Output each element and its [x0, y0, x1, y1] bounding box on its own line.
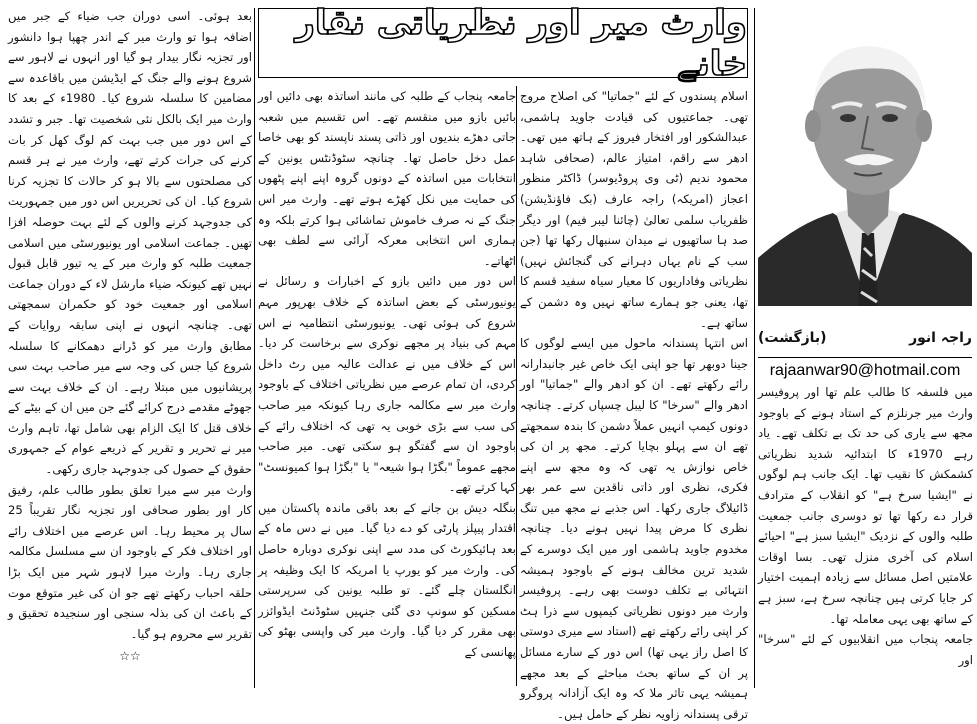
article-column-2: [520, 86, 748, 721]
paragraph: میں فلسفہ کا طالب علم تھا اور پروفیسر وارث میر جرنلزم کے استاد ہونے کے باوجود مجھ سے یاری کی حد تک بے تکلف تھے۔ یاد رہے 1970ء کا ابتدائیہ شدید نظریاتی کشمکش کا نقیب تھا۔ ایک جانب ہم لوگوں نے "ایشیا سرخ ہے" کو انقلاب کے مترادف قرار دے رکھا تھا تو دوسری جانب جمعیت طلبہ والوں کے نزدیک "ایشیا سبز ہے" احیائے اسلام کی آخری منزل تھی۔ بسا اوقات علامتیں اصل مسائل سے زیادہ اہمیت اختیار کر جایا کرتی ہیں چنانچہ سرخ ہے، سبز ہے کے ساتھ بھی یہی معاملہ تھا۔: [758, 385, 973, 626]
author-email[interactable]: rajaanwar90@hotmail.com: [769, 362, 961, 379]
paragraph: بعد ہوئی۔ اسی دوران جب ضیاء کے جبر میں اضافہ ہوا تو وارث میر کے اندر چھپا ہوا دانشور اور تجزیہ نگار بیدار ہو گیا اور انہوں نے لاہور سے شروع ہونے والے جنگ کے ایڈیشن میں باقاعدہ سے مضامین کا سلسلہ شروع کیا۔ 1980ء کے بعد کا وارث میر ایک بالکل نئی شخصیت تھا۔ جبر و تشدد کے اس دور میں جب بہت کم لوگ کھل کر بات کرنے کی جرات کرتے تھے، وارث میر نے ہر قسم کی مصلحتوں سے بالا ہو کر حالات کا تجزیہ کرنا شروع کیا۔ ان کی تحریریں اس دور میں جمہوریت کی جدوجہد کرنے والوں کے لئے بہت حوصلہ افزا تھیں۔ جماعت اسلامی اور یونیورسٹی میں اسلامی جمعیت طلبہ کو وارث میر کے یہ تیور قابل قبول نہیں تھے کیونکہ ضیاء مارشل لاء کے دوران جماعت اسلامی اور جمعیت خود کو حکمران سمجھتی تھی۔ چنانچہ انہوں نے اپنی سابقہ روایات کے مطابق وارث میر کو ڈرانے دھمکانے کا سلسلہ شروع کیا جس کی وجہ سے میر صاحب بہت سی پریشانیوں میں مبتلا رہے۔ ان کے خلاف بہت سے جھوٹے مقدمے درج کرائے گئے جن میں ان کے بیٹے کے خلاف قتل کا ایک الزام بھی شامل تھا، تاہم وارث میر نے تحریر و تقریر کے ذریعے عوام کے جمہوری حقوق کے حصول کی جدوجہد جاری رکھی۔: [8, 9, 253, 477]
paragraph: وارث میر سے میرا تعلق بطور طالب علم، رفیق کار اور بطور صحافی اور تجزیہ نگار تقریباً 25 سال پر محیط رہا۔ اس عرصے میں اختلاف رائے اور اختلاف فکر کے باوجود ان سے مسلسل مکالمہ جاری رہا۔ وارث میرا لاہور شہر میں ایک بڑا حلقہ احباب رکھتے تھے جو ان کی غیر متوقع موت کے باعث ان کی بذلہ سنجی اور سنجیدہ تحقیق و تقریر سے محروم ہو گیا۔: [8, 482, 252, 641]
column-tag: (بازگشت): [758, 329, 827, 346]
headline-box: [258, 2, 748, 84]
author-name: راجہ انور: [909, 329, 972, 346]
paragraph: اسلام پسندوں کے لئے "جماتیا" کی اصلاح مروج تھی۔ جماعتیوں کی قیادت جاوید ہاشمی، عبدالشکور اور افتخار فیروز کے ہاتھ میں تھی۔ ادھر سے راقم، امتیاز عالم، (صحافی شاہد محمود ندیم (ٹی وی پروڈیوسر) ڈاکٹر منظور اعجاز (امریکہ) راجہ عارف (بک فاؤنڈیشن) ظفریاب سلمی تعالیٰ (چائنا لیبر فیم) اور دیگر صد ہا ساتھیوں نے میدان سنبھال رکھا تھا (جن سب کے نام یہاں دہرانے کی گنجائش نہیں) نظریاتی وفاداریوں کا معیار سیاہ سفید قسم کا تھا، یعنی جو ہمارے ساتھ نہیں وہ دشمن کے ساتھ ہے۔: [520, 89, 748, 330]
paragraph: جامعہ پنجاب کے طلبہ کی مانند اساتذہ بھی دائیں اور بائیں بازو میں منقسم تھے۔ اس تقسیم میں شعبہ جاتی دھڑے بندیوں اور ذاتی پسند ناپسند کو بھی خاصا عمل دخل حاصل تھا۔ چنانچہ سٹوڈنٹس یونین کے انتخابات میں اساتذہ کے دونوں گروہ اپنے اپنے پٹھوں کی حمایت میں نکل کھڑے ہوتے تھے۔ وارث میر اس جنگ کے نہ صرف خاموش تماشائی ہوا کرتے بلکہ وہ ہماری اس انتخابی معرکہ آرائی سے لطف بھی اٹھاتے۔: [258, 89, 516, 268]
paragraph: اس انتہا پسندانہ ماحول میں ایسے لوگوں کا جینا دوبھر تھا جو اپنی ایک خاص غیر جانبدارانہ رائے رکھتے تھے۔ ان کو ادھر والے "جماتیا" اور ادھر والے "سرخا" کا لیبل چسپاں کرتے۔ چنانچہ دونوں کیمپ انہیں عملاً دشمن کا بندہ سمجھتے تھے ان سے پہلو بچایا کرتے۔ مجھ پر ان کی خاص نوازش یہ تھی کہ وہ مجھ سے اپنے فکری، نظری اور ذاتی ناقدین سے عمر بھر ڈائیلاگ جاری رکھا۔ اس جذبے نے مجھ میں تنگ نظری کا مرض پیدا نہیں ہونے دیا۔ چنانچہ مخدوم جاوید ہاشمی اور میں ایک دوسرے کے شدید ترین مخالف ہونے کے باوجود ہمیشہ انتہائی بے تکلف دوست بھی رہے۔ پروفیسر وارث میر دونوں نظریاتی کیمپوں سے ذرا ہٹ کر اپنی رائے رکھتے تھے (استاد سے میری دوستی کا اصل راز یہی تھا) اس دور کے سارے مسائل پر ان کے ساتھ بحث مباحثے کے بعد مجھے ہمیشہ یہی تاثر ملا کہ وہ ایک آزادانہ پروگرو ترقی پسندانہ زاویہ نظر کے حامل ہیں۔: [520, 336, 748, 721]
column-divider: [754, 8, 755, 688]
author-portrait-photo: [758, 8, 972, 306]
paragraph: جامعہ پنجاب میں انقلابیوں کے لئے "سرخا" اور: [758, 632, 973, 667]
article-column-3: [258, 86, 516, 686]
paragraph: اس دور میں دائیں بازو کے اخبارات و رسائل نے یونیورسٹی کے بعض اساتذہ کے خلاف بھرپور مہم شروع کی ہوئی تھی۔ یونیورسٹی انتظامیہ نے اس مہم کی بنیاد پر مجھے نوکری سے برخاست کر دیا۔ اس کے خلاف میں نے عدالت عالیہ میں رٹ داخل کردی، ان تمام عرصے میں نظریاتی اختلاف کے باوجود وارث میر سے مکالمہ جاری رہا کیونکہ میر صاحب کی سب سے بڑی خوبی یہ تھی کہ اختلاف رائے کے باوجود ان سے گفتگو ہو سکتی تھی۔ میر صاحب مجھے عموماً "بگڑا ہوا شیعہ" یا "بگڑا ہوا کمیونسٹ" کہا کرتے تھے۔: [258, 274, 516, 495]
end-stars-icon: ☆☆: [119, 649, 141, 664]
byline: [758, 318, 972, 358]
paragraph: بنگلہ دیش بن جانے کے بعد باقی ماندہ پاکستان میں اقتدار پیپلز پارٹی کو دے دیا گیا۔ میں نے دس ماہ کے بعد ہائیکورٹ کی مدد سے اپنی نوکری دوبارہ حاصل کی۔ وارث میر کو یورپ یا امریکہ کا ایک وظیفہ پر انگلستان چلے گئے۔ تو طلبہ یونین کی سرپرستی مسکین کو سونپ دی گئی جنہیں سٹوڈنٹ ایڈوائزر بھی مقرر کر دیا گیا۔ وارث میر کی واپسی بھٹو کی پھانسی کے: [258, 500, 516, 660]
article-column-4: [8, 6, 252, 688]
portrait-photo-icon: [758, 8, 972, 306]
column-divider: [254, 8, 255, 688]
headline-title: وارث میر اور نظریاتی نقار خانے: [295, 2, 747, 84]
article-column-1: [758, 382, 973, 687]
column-divider: [516, 86, 517, 686]
